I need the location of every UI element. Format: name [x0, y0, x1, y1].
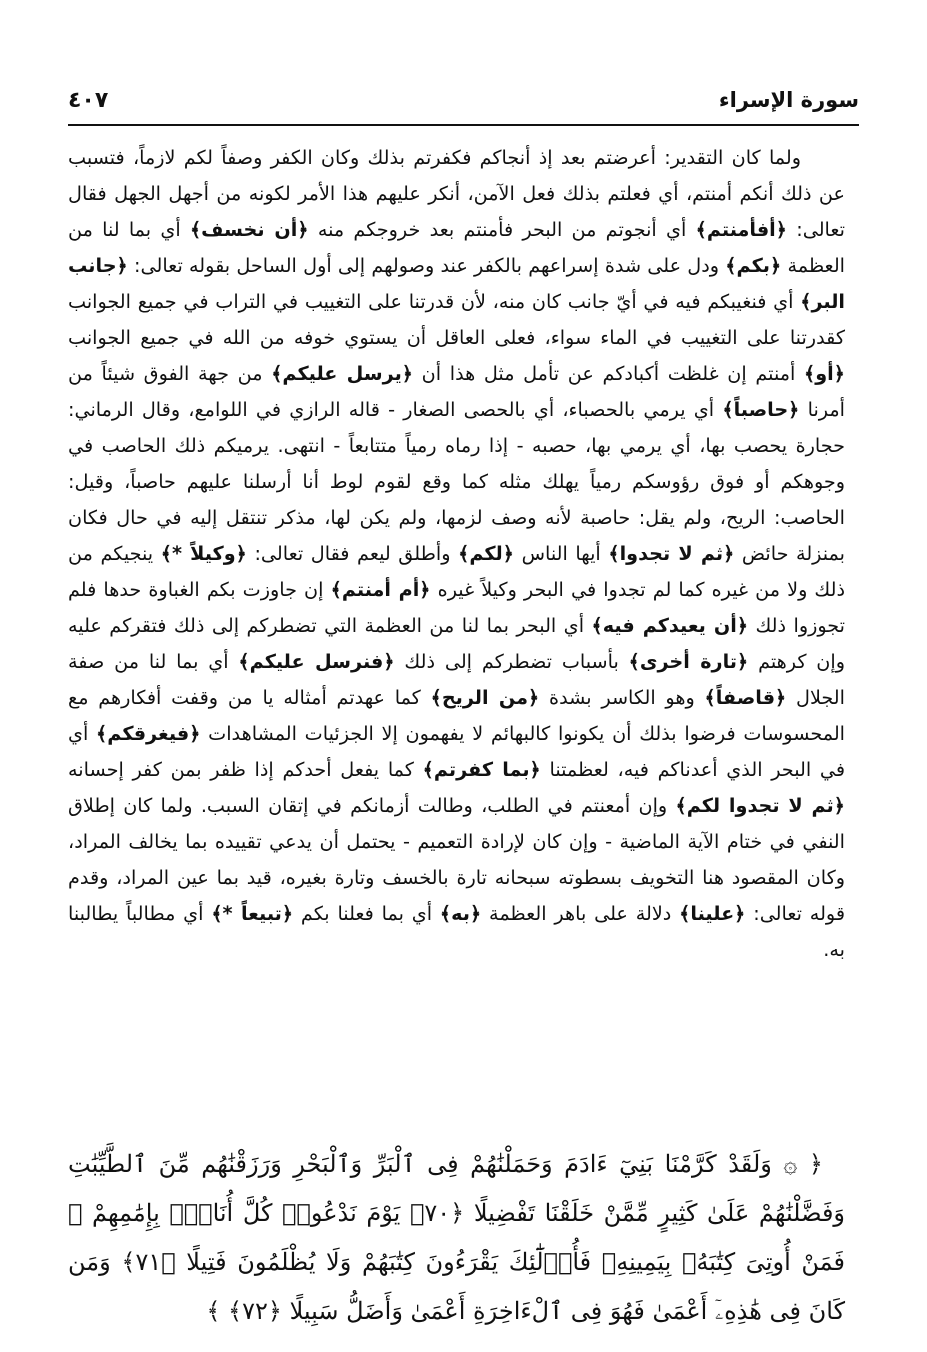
quoted-phrase: ﴿حاصباً﴾	[722, 398, 800, 421]
quoted-phrase: ﴿علينا﴾	[679, 902, 746, 925]
commentary-text	[68, 140, 845, 968]
commentary-paragraph	[68, 140, 845, 968]
commentary-segment: أي بما فعلنا بكم	[293, 902, 440, 925]
page-header	[68, 84, 859, 126]
commentary-segment: أي بما لنا من العظمة	[68, 218, 845, 277]
commentary-segment: أي البحر بما لنا من العظمة التي تضطركم إلى ذلك فتقركم عليه وإن كرهتم	[68, 614, 845, 673]
commentary-segment: أيها الناس	[514, 542, 609, 565]
commentary-segment: دلالة على باهر العظمة	[481, 902, 680, 925]
commentary-segment: أي في البحر الذي أعدناكم فيه، لعظمتنا	[68, 722, 846, 781]
commentary-segment: أي يرمي بالحصباء، أي بالحصى الصغار - قاله الرازي في اللوامع، وقال الرماني: حجارة يحصب بها، أي يرمي بها، حصبه - إذا رماه رمياً متتابعاً - انتهى. يرميكم ذلك الحاصب في وجوهكم أو فوق رؤوسكم رمياً يهلك مثله كما وقع لقوم لوط أنا أرسلنا عليهم حاصباً، وقيل: الحاصب: الريح، ولم يقل: حاصبة لأنه وصف لزمها، ولم يكن لها، مذكر تنتقل إليه في حال فكان بمنزلة حائض	[68, 398, 845, 565]
commentary-segment: بأسباب تضطركم إلى ذلك	[394, 650, 629, 673]
quoted-phrase: ﴿أن يعيدكم فيه﴾	[591, 614, 749, 637]
commentary-segment: أي مطالباً يطالبنا به.	[68, 902, 845, 961]
quoted-phrase: ﴿جانب البر﴾	[68, 254, 845, 313]
page-number: ٤٠٧	[68, 88, 109, 113]
quoted-phrase: ﴿أفأمنتم﴾	[695, 218, 787, 241]
commentary-segment: وهو الكاسر بشدة	[539, 686, 705, 709]
commentary-segment: كما عهدتم أمثاله يا من وقفت أفكارهم مع المحسوسات فرضوا بذلك أن يكونوا كالبهائم لا يفهمون إلا الجزئيات المشاهدات	[68, 686, 845, 745]
quoted-phrase: ﴿أن نخسف﴾	[189, 218, 309, 241]
quoted-phrase: ﴿ثم لا تجدوا لكم﴾	[675, 794, 846, 817]
quoted-phrase: ﴿ثم لا تجدوا﴾	[608, 542, 735, 565]
quoted-phrase: ﴿بما كفرتم﴾	[422, 758, 541, 781]
quoted-phrase: ﴿يرسل عليكم﴾	[271, 362, 414, 385]
commentary-segment: أي فنغيبكم فيه في أيّ جانب كان منه، لأن قدرتنا على التغييب في التراب في جميع الجوانب كقدرتنا على التغييب في الماء سواء، فعلى العاقل أن يستوي خوفه من الله في جميع الجوانب	[68, 290, 845, 349]
quoted-phrase: ﴿به﴾	[439, 902, 482, 925]
commentary-segment: وأطلق ليعم فقال تعالى:	[246, 542, 459, 565]
quoted-phrase: ﴿قاصفاً﴾	[704, 686, 787, 709]
commentary-segment: أي أنجوتم من البحر فأمنتم بعد خروجكم منه	[308, 218, 696, 241]
commentary-segment: من جهة الفوق شيئاً من أمرنا	[68, 362, 845, 421]
commentary-segment: وإن أمعنتم في الطلب، وطالت أزمانكم في إتقان السبب. ولما كان إطلاق النفي في ختام الآية الماضية - وإن كان لإرادة التعميم - يحتمل أن يدعي تقييده بما يخالف المراد، وكان المقصود هنا التخويف بسطوته سبحانه تارة بالخسف وتارة بغيره، قيد بما عين المراد، وقدم قوله تعالى:	[68, 794, 845, 925]
quoted-phrase: ﴿تبيعاً *﴾	[211, 902, 294, 925]
quoted-phrase: ﴿فنرسل عليكم﴾	[238, 650, 395, 673]
commentary-segment: إن جاوزت بكم الغباوة حدها فلم تجوزوا ذلك	[68, 578, 845, 637]
quoted-phrase: ﴿تارة أخرى﴾	[628, 650, 749, 673]
commentary-segment: أمنتم إن غلظت أكبادكم عن تأمل مثل هذا أن	[413, 362, 804, 385]
quoted-phrase: ﴿أم أمنتم﴾	[330, 578, 431, 601]
quoted-phrase: ﴿من الريح﴾	[430, 686, 540, 709]
quoted-phrase: ﴿وكيلاً *﴾	[160, 542, 247, 565]
commentary-segment: ودل على شدة إسراعهم بالكفر عند وصولهم إلى أول الساحل بقوله تعالى:	[127, 254, 726, 277]
quoted-phrase: ﴿أو﴾	[804, 362, 845, 385]
surah-title: سورة الإسراء	[718, 88, 859, 112]
quoted-phrase: ﴿بكم﴾	[725, 254, 782, 277]
quoted-phrase: ﴿لكم﴾	[458, 542, 514, 565]
commentary-segment: أي بما لنا من صفة الجلال	[68, 650, 845, 709]
quran-verses: ﴿ ۞ وَلَقَدْ كَرَّمْنَا بَنِيٓ ءَادَمَ وَحَمَلْنَٰهُمْ فِى ٱلْبَرِّ وَٱلْبَحْرِ وَرَزَقْنَٰهُم مِّنَ ٱلطَّيِّبَٰتِ وَفَضَّلْنَٰهُمْ عَلَىٰ كَثِيرٍ مِّمَّنْ خَلَقْنَا تَفْضِيلًا ﴿٧٠﴾ يَوْمَ نَدْعُوا۟ كُلَّ أُنَاسٍۭ بِإِمَٰمِهِمْ ۖ فَمَنْ أُوتِىَ كِتَٰبَهُۥ بِيَمِينِهِۦ فَأُو۟لَٰٓئِكَ يَقْرَءُونَ كِتَٰبَهُمْ وَلَا يُظْلَمُونَ فَتِيلًا ﴿٧١﴾ وَمَن كَانَ فِى هَٰذِهِۦٓ أَعْمَىٰ فَهُوَ فِى ٱلْءَاخِرَةِ أَعْمَىٰ وَأَضَلُّ سَبِيلًا ﴿٧٢﴾ ﴾	[68, 1150, 846, 1325]
commentary-segment: كما يفعل أحدكم إذا ظفر بمن كفر إحسانه	[68, 758, 423, 781]
quoted-phrase: ﴿فيغرقكم﴾	[96, 722, 201, 745]
commentary-segment: ينجيكم من ذلك ولا من غيره كما لم تجدوا في البحر وكيلاً غيره	[68, 542, 845, 601]
commentary-segment: ولما كان التقدير: أعرضتم بعد إذ أنجاكم فكفرتم بذلك وكان الكفر وصفاً لكم لازماً، فتسبب عن ذلك أنكم أمنتم، أي فعلتم بذلك فعل الآمن، أنكر عليهم هذا الأمر لكونه من أجهل الجهل فقال تعالى:	[68, 146, 845, 241]
